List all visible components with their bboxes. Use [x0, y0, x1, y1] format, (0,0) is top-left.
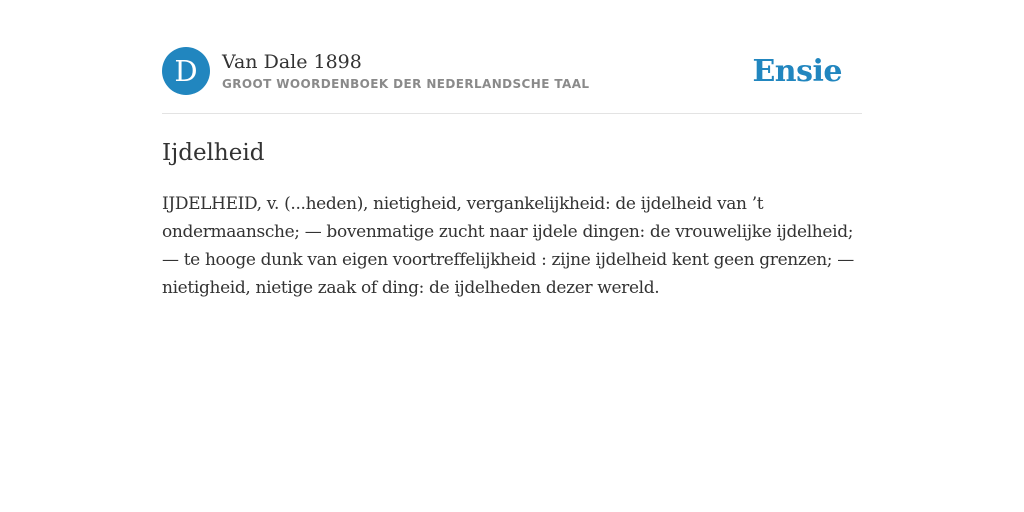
entry-title: Ijdelheid — [162, 140, 265, 166]
avatar-letter: D — [174, 54, 198, 88]
avatar — [162, 47, 210, 95]
divider — [162, 113, 862, 114]
header — [162, 46, 862, 96]
dictionary-titles — [222, 51, 589, 91]
dictionary-subtitle: GROOT WOORDENBOEK DER NEDERLANDSCHE TAAL — [222, 77, 590, 91]
dictionary-title[interactable]: Van Dale 1898 — [222, 51, 362, 73]
entry-definition: IJDELHEID, v. (...heden), nietigheid, vergankelijkheid: de ijdelheid van ’t ondermaansche; — bovenmatige zucht naar ijdele dingen: de vrouwelijke ijdelheid; — te hooge dunk van eigen voortreffelijkheid : zijne ijdelheid kent geen grenzen; — nietigheid, nietige zaak of ding: de ijdelheden dezer wereld. — [162, 194, 854, 298]
brand-logo-link[interactable]: Ensie — [752, 53, 842, 89]
page — [162, 0, 862, 302]
